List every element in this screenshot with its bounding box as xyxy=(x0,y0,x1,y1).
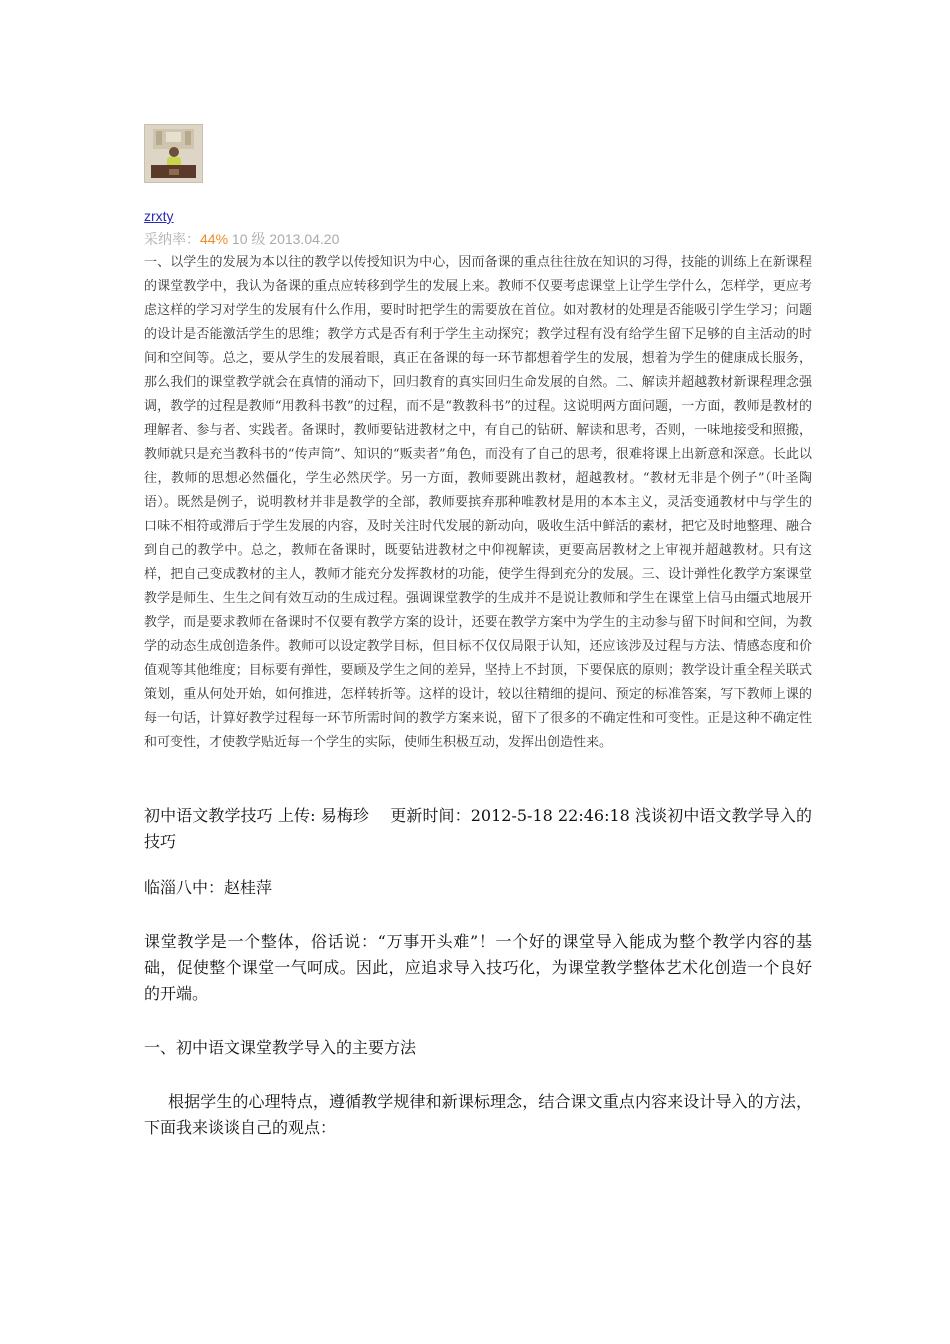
answer-meta xyxy=(144,229,812,249)
adoption-rate-value: 44% xyxy=(200,231,229,247)
article-header: 初中语文教学技巧 上传: 易梅珍 更新时间：2012-5-18 22:46:18 浅谈初中语文教学导入的技巧 xyxy=(144,806,812,851)
article-intro: 课堂教学是一个整体，俗话说：“万事开头难”！一个好的课堂导入能成为整个教学内容的基础，促使整个课堂一气呵成。因此，应追求导入技巧化，为课堂教学整体艺术化创造一个良好的开端。 xyxy=(144,932,812,1003)
author-link[interactable]: zrxty xyxy=(144,208,174,224)
content-column xyxy=(144,124,812,1141)
section-title: 一、初中语文课堂教学导入的主要方法 xyxy=(144,1038,417,1057)
section-body: 根据学生的心理特点，遵循教学规律和新课标理念，结合课文重点内容来设计导入的方法，下面我来谈谈自己的观点： xyxy=(144,1092,812,1137)
avatar[interactable] xyxy=(144,124,203,183)
adoption-rate-label: 采纳率： xyxy=(144,231,200,247)
answer-body: 一、以学生的发展为本以往的教学以传授知识为中心，因而备课的重点往往放在知识的习得，技能的训练上在新课程的课堂教学中，我认为备课的重点应转移到学生的发展上来。教师不仅要考虑课堂上让学生学什么，怎样学，更应考虑这样的学习对学生的发展有什么作用，要时时把学生的需要放在首位。如对教材的处理是否能吸引学生学习；问题的设计是否能激活学生的思维；教学方式是否有利于学生主动探究；教学过程有没有给学生留下足够的自主活动的时间和空间等。总之，要从学生的发展着眼，真正在备课的每一环节都想着学生的发展，想着为学生的健康成长服务，那么我们的课堂教学就会在真情的涌动下，回归教育的真实回归生命发展的自然。二、解读并超越教材新课程理念强调，教学的过程是教师“用教科书教”的过程，而不是“教教科书”的过程。这说明两方面问题，一方面，教师是教材的理解者、参与者、实践者。备课时，教师要钻进教材之中，有自己的钻研、解读和思考，否则，一味地接受和照搬，教师就只是充当教科书的“传声筒”、知识的“贩卖者”角色，而没有了自己的思考，很难将课上出新意和深意。长此以往，教师的思想必然僵化，学生必然厌学。另一方面，教师要跳出教材，超越教材。“教材无非是个例子”（叶圣陶语）。既然是例子，说明教材并非是教学的全部，教师要摈弃那种唯教材是用的本本主义，灵活变通教材中与学生的口味不相符或滞后于学生发展的内容，及时关注时代发展的新动向，吸收生活中鲜活的素材，把它及时地整理、融合到自己的教学中。总之，教师在备课时，既要钻进教材之中仰视解读，更要高居教材之上审视并超越教材。只有这样，把自己变成教材的主人，教师才能充分发挥教材的功能，使学生得到充分的发展。三、设计弹性化教学方案课堂教学是师生、生生之间有效互动的生成过程。强调课堂教学的生成并不是说让教师和学生在课堂上信马由缰式地展开教学，而是要求教师在备课时不仅要有教学方案的设计，还要在教学方案中为学生的主动参与留下时间和空间，为教学的动态生成创造条件。教师可以设定教学目标，但目标不仅仅局限于认知，还应该涉及过程与方法、情感态度和价值观等其他维度；目标要有弹性，要顾及学生之间的差异，坚持上不封顶，下要保底的原则；教学设计重全程关联式策划，重从何处开始，如何推进，怎样转折等。这样的设计，较以往精细的提问、预定的标准答案，写下教师上课的每一句话，计算好教学过程每一环节所需时间的教学方案来说，留下了很多的不确定性和可变性。正是这种不确定性和可变性，才使教学贴近每一个学生的实际，使师生积极互动，发挥出创造性来。 xyxy=(144,255,812,750)
article-author-line: 临淄八中：赵桂萍 xyxy=(144,878,273,897)
answer-date: 2013.04.20 xyxy=(269,231,340,247)
user-level: 10 级 xyxy=(231,231,266,247)
